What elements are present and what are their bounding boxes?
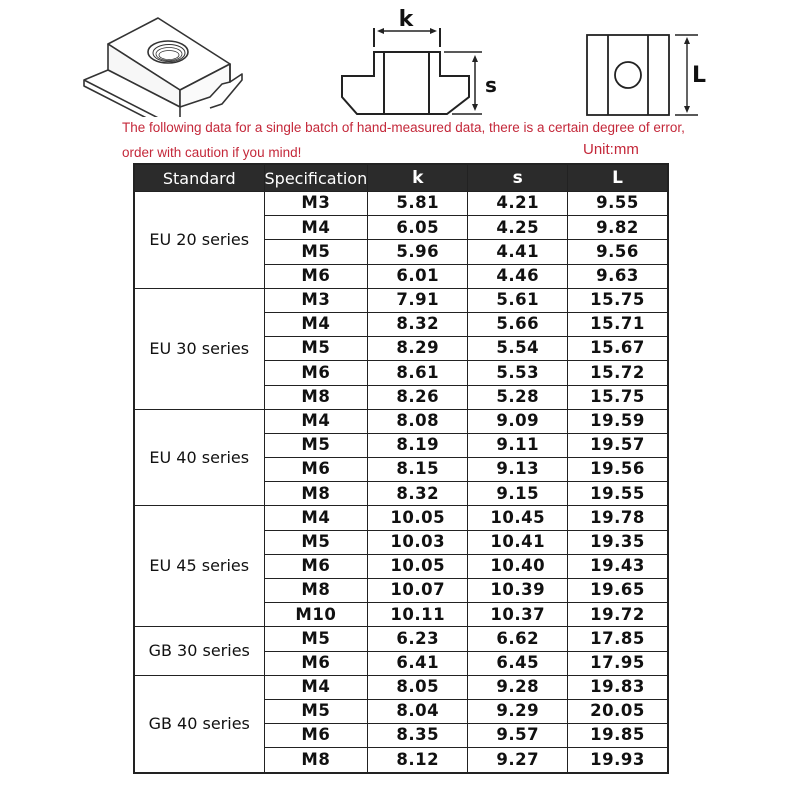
L-cell: 19.65 — [568, 579, 668, 603]
header-specification: Specification — [264, 164, 368, 192]
k-cell: 10.03 — [368, 530, 468, 554]
specification-cell: M5 — [264, 240, 368, 264]
specification-cell: M8 — [264, 748, 368, 773]
t-nut-isometric-icon — [72, 12, 272, 117]
L-cell: 15.75 — [568, 385, 668, 409]
specification-cell: M6 — [264, 361, 368, 385]
s-cell: 9.29 — [468, 699, 568, 723]
L-cell: 19.55 — [568, 482, 668, 506]
k-cell: 5.96 — [368, 240, 468, 264]
L-cell: 20.05 — [568, 699, 668, 723]
t-nut-front-view-icon — [332, 2, 512, 117]
k-cell: 8.61 — [368, 361, 468, 385]
k-cell: 6.41 — [368, 651, 468, 675]
L-cell: 15.72 — [568, 361, 668, 385]
table-row — [134, 506, 668, 530]
measurement-disclaimer-line-2: order with caution if you mind! — [122, 145, 302, 160]
k-dimension-label: k — [398, 7, 414, 32]
L-cell: 17.95 — [568, 651, 668, 675]
specification-cell: M4 — [264, 506, 368, 530]
specification-cell: M10 — [264, 603, 368, 627]
standard-cell: EU 30 series — [134, 288, 264, 409]
k-cell: 6.05 — [368, 216, 468, 240]
standard-cell: EU 40 series — [134, 409, 264, 506]
L-cell: 19.35 — [568, 530, 668, 554]
specification-cell: M3 — [264, 192, 368, 216]
s-cell: 5.53 — [468, 361, 568, 385]
k-cell: 8.29 — [368, 337, 468, 361]
L-cell: 19.78 — [568, 506, 668, 530]
s-cell: 5.54 — [468, 337, 568, 361]
k-cell: 10.07 — [368, 579, 468, 603]
specification-cell: M8 — [264, 579, 368, 603]
s-cell: 9.28 — [468, 675, 568, 699]
s-cell: 9.09 — [468, 409, 568, 433]
specification-cell: M5 — [264, 433, 368, 457]
s-cell: 9.15 — [468, 482, 568, 506]
specification-cell: M6 — [264, 554, 368, 578]
s-cell: 10.40 — [468, 554, 568, 578]
s-cell: 9.13 — [468, 458, 568, 482]
k-cell: 8.08 — [368, 409, 468, 433]
header-standard: Standard — [134, 164, 264, 192]
L-cell: 19.43 — [568, 554, 668, 578]
specification-cell: M4 — [264, 675, 368, 699]
s-cell: 6.62 — [468, 627, 568, 651]
t-nut-top-view-icon — [580, 28, 710, 116]
specification-cell: M6 — [264, 458, 368, 482]
specification-cell: M5 — [264, 337, 368, 361]
specification-cell: M8 — [264, 385, 368, 409]
k-cell: 5.81 — [368, 192, 468, 216]
L-cell: 15.71 — [568, 312, 668, 336]
k-cell: 8.12 — [368, 748, 468, 773]
s-cell: 4.41 — [468, 240, 568, 264]
s-cell: 5.61 — [468, 288, 568, 312]
L-cell: 19.93 — [568, 748, 668, 773]
specification-cell: M6 — [264, 264, 368, 288]
L-cell: 19.59 — [568, 409, 668, 433]
measurement-disclaimer-line-1: The following data for a single batch of hand-measured data, there is a certain degree of error, — [122, 120, 685, 135]
table-header-row — [134, 164, 668, 192]
L-cell: 19.56 — [568, 458, 668, 482]
specification-cell: M5 — [264, 627, 368, 651]
k-cell: 8.35 — [368, 724, 468, 748]
standard-cell: EU 45 series — [134, 506, 264, 627]
s-cell: 9.11 — [468, 433, 568, 457]
s-dimension-label: s — [485, 73, 497, 97]
specification-cell: M4 — [264, 216, 368, 240]
specification-cell: M6 — [264, 724, 368, 748]
table-row — [134, 288, 668, 312]
header-L: L — [568, 164, 668, 192]
specification-cell: M3 — [264, 288, 368, 312]
specification-cell: M5 — [264, 699, 368, 723]
L-cell: 19.83 — [568, 675, 668, 699]
k-cell: 8.15 — [368, 458, 468, 482]
s-cell: 10.37 — [468, 603, 568, 627]
table-row — [134, 627, 668, 651]
s-cell: 4.46 — [468, 264, 568, 288]
header-k: k — [368, 164, 468, 192]
k-cell: 8.32 — [368, 312, 468, 336]
s-cell: 10.39 — [468, 579, 568, 603]
k-cell: 10.05 — [368, 554, 468, 578]
specification-cell: M4 — [264, 312, 368, 336]
L-cell: 9.56 — [568, 240, 668, 264]
k-cell: 8.05 — [368, 675, 468, 699]
s-cell: 10.41 — [468, 530, 568, 554]
header-s: s — [468, 164, 568, 192]
t-nut-dimensions-table — [133, 163, 669, 774]
k-cell: 8.19 — [368, 433, 468, 457]
specification-cell: M6 — [264, 651, 368, 675]
unit-label: Unit:mm — [583, 141, 639, 158]
s-cell: 9.57 — [468, 724, 568, 748]
specification-cell: M5 — [264, 530, 368, 554]
s-cell: 10.45 — [468, 506, 568, 530]
k-cell: 7.91 — [368, 288, 468, 312]
standard-cell: EU 20 series — [134, 192, 264, 289]
table-row — [134, 192, 668, 216]
L-cell: 17.85 — [568, 627, 668, 651]
specification-cell: M4 — [264, 409, 368, 433]
s-cell: 9.27 — [468, 748, 568, 773]
standard-cell: GB 30 series — [134, 627, 264, 675]
L-cell: 19.85 — [568, 724, 668, 748]
L-dimension-label: L — [692, 63, 707, 88]
table-row — [134, 409, 668, 433]
L-cell: 15.67 — [568, 337, 668, 361]
k-cell: 8.26 — [368, 385, 468, 409]
k-cell: 8.32 — [368, 482, 468, 506]
L-cell: 19.57 — [568, 433, 668, 457]
L-cell: 9.82 — [568, 216, 668, 240]
L-cell: 9.55 — [568, 192, 668, 216]
L-cell: 19.72 — [568, 603, 668, 627]
L-cell: 9.63 — [568, 264, 668, 288]
k-cell: 6.01 — [368, 264, 468, 288]
s-cell: 4.21 — [468, 192, 568, 216]
k-cell: 10.05 — [368, 506, 468, 530]
standard-cell: GB 40 series — [134, 675, 264, 772]
s-cell: 6.45 — [468, 651, 568, 675]
k-cell: 8.04 — [368, 699, 468, 723]
s-cell: 5.28 — [468, 385, 568, 409]
specification-cell: M8 — [264, 482, 368, 506]
s-cell: 4.25 — [468, 216, 568, 240]
k-cell: 6.23 — [368, 627, 468, 651]
s-cell: 5.66 — [468, 312, 568, 336]
L-cell: 15.75 — [568, 288, 668, 312]
k-cell: 10.11 — [368, 603, 468, 627]
table-row — [134, 675, 668, 699]
table-body — [134, 192, 668, 773]
